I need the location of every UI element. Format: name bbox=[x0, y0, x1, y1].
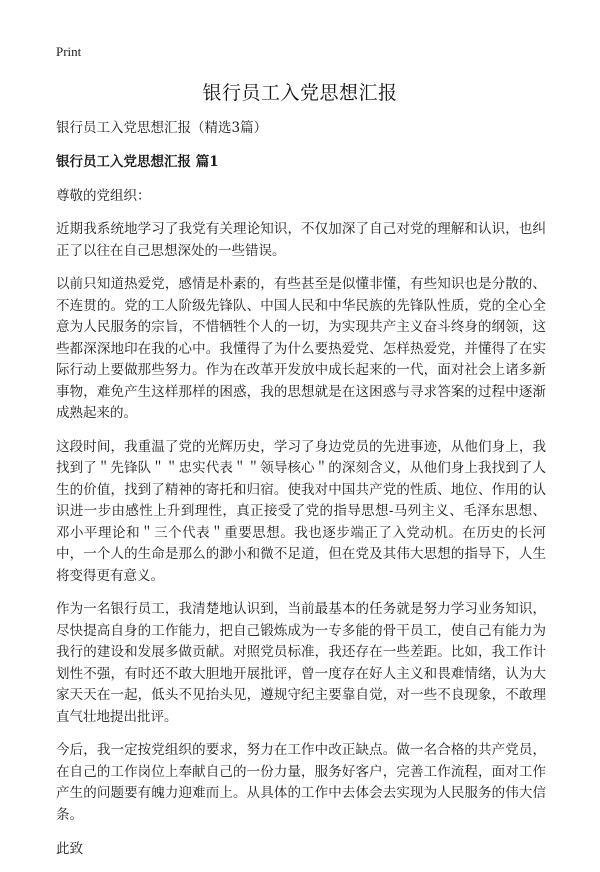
document-subtitle: 银行员工入党思想汇报（精选3篇） bbox=[56, 120, 268, 136]
closing-salutation: 此致 bbox=[56, 841, 83, 857]
paragraph: 以前只知道热爱党，感情是朴素的，有些甚至是似懂非懂，有些知识也是分散的、不连贯的。党的工人阶级先锋队、中国人民和中华民族的先锋队性质，党的全心全意为人民服务的宗旨，不惜牺牲个人的一切，为实现共产主义奋斗终身的纲领，这些都深深地印在我的心中。我懂得了为什么要热爱党、怎样热爱党，并懂得了在实际行动上要做那些努力。作为在改革开发放中成长起来的一代，面对社会上诸多新事物，难免产生这样那样的困惑，我的思想就是在这困惑与寻求答案的过程中逐渐成熟起来的。 bbox=[56, 276, 546, 421]
document-body bbox=[56, 117, 546, 872]
page-title: 银行员工入党思想汇报 bbox=[202, 82, 398, 104]
print-link[interactable]: Print bbox=[56, 44, 82, 59]
paragraph: 今后，我一定按党组织的要求，努力在工作中改正缺点。做一名合格的共产党员，在自己的工作岗位上奉献自己的一份力量，服务好客户，完善工作流程，面对工作产生的问题要有魄力迎难而上。从具体的工作中去体会去实现为人民服务的伟大信条。 bbox=[56, 742, 546, 823]
paragraph: 近期我系统地学习了我党有关理论知识，不仅加深了自己对党的理解和认识，也纠正了以往在自己思想深处的一些错误。 bbox=[56, 221, 546, 259]
paragraph: 作为一名银行员工，我清楚地认识到，当前最基本的任务就是努力学习业务知识，尽快提高自身的工作能力，把自己锻炼成为一专多能的骨干员工，使自己有能力为我行的建设和发展多做贡献。对照党员标准，我还存在一些差距。比如，我工作计划性不强，有时还不敢大胆地开展批评，曾一度存在好人主义和畏难情绪，认为大家天天在一起，低头不见抬头见，遵规守纪主要靠自觉，对一些不良现象，不敢理直气壮地提出批评。 bbox=[56, 601, 546, 725]
section-heading: 银行员工入党思想汇报 篇1 bbox=[56, 154, 219, 170]
greeting: 尊敬的党组织： bbox=[56, 188, 151, 204]
paragraph: 这段时间，我重温了党的光辉历史，学习了身边党员的先进事迹，从他们身上，我找到了＂先锋队＂＂忠实代表＂＂领导核心＂的深刻含义，从他们身上我找到了人生的价值，找到了精神的寄托和归宿。使我对中国共产党的性质、地位、作用的认识进一步由感性上升到理性，真正接受了党的指导思想-马列主义、毛泽东思想、邓小平理论和＂三个代表＂重要思想。我也逐步端正了入党动机。在历史的长河中，一个人的生命是那么的渺小和微不足道，但在党及其伟大思想的指导下，人生将变得更有意义。 bbox=[56, 438, 546, 584]
